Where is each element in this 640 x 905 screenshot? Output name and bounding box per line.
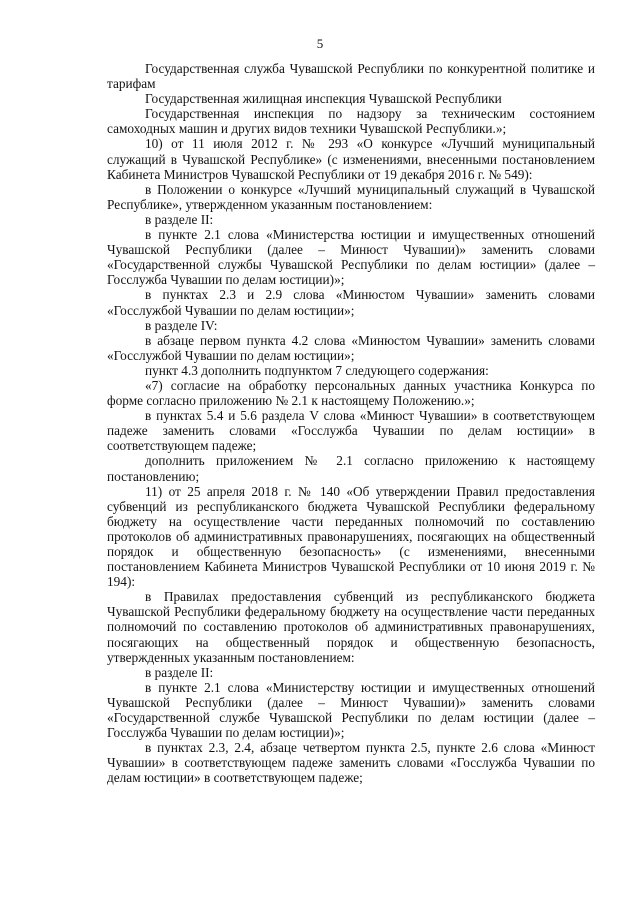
paragraph: 11) от 25 апреля 2018 г. № 140 «Об утверждении Правил предоставления субвенций из республиканского бюджета Чувашской Республики федеральному бюджету на осуществление части переданных полномочий по составлению протоколов об административных правонарушениях, посягающих на общественный порядок и общественную безопасность» (с изменениями, внесенными постановлением Кабинета Министров Чувашской Республики от 10 июня 2019 г. № 194): [107, 483, 595, 590]
paragraph: в Правилах предоставления субвенций из республиканского бюджета Чувашской Республики федеральному бюджету на осуществление части переданных полномочий по составлению протоколов об административных правонарушениях, посягающих на общественный порядок и общественную безопасность, утвержденных указанным постановлением: [107, 589, 595, 665]
paragraph: дополнить приложением № 2.1 согласно приложению к настоящему постановлению; [107, 453, 595, 484]
paragraph: в пунктах 5.4 и 5.6 раздела V слова «Минюст Чувашии» в соответствующем падеже заменить словами «Госслужба Чувашии по делам юстиции» в соответствующем падеже; [107, 408, 595, 454]
paragraph: в разделе IV: [145, 317, 218, 333]
paragraph: «7) согласие на обработку персональных данных участника Конкурса по форме согласно приложению № 2.1 к настоящему Положению.»; [107, 377, 595, 409]
paragraph: в пункте 2.1 слова «Министерству юстиции и имущественных отношений Чувашской Республики (далее – Минюст Чувашии)» заменить словами «Государственной службе Чувашской Республики по делам юстиции (далее – Госслужба Чувашии по делам юстиции)»; [107, 679, 595, 741]
paragraph: 10) от 11 июля 2012 г. № 293 «О конкурсе «Лучший муниципальный служащий в Чувашской Республике» (с изменениями, внесенными постановлением Кабинета Министров Чувашской Республики от 19 декабря 2016 г. № 549): [107, 136, 595, 182]
paragraph: в пунктах 2.3, 2.4, абзаце четвертом пункта 2.5, пункте 2.6 слова «Минюст Чувашии» в соответствующем падеже заменить словами «Госслужба Чувашии по делам юстиции» в соответствующем падеже; [107, 740, 595, 786]
paragraph: в пункте 2.1 слова «Министерства юстиции и имущественных отношений Чувашской Республики (далее – Минюст Чувашии)» заменить словами «Государственной службы Чувашской Республики по делам юстиции» (далее – Госслужба Чувашии по делам юстиции)»; [107, 227, 595, 288]
paragraph: в пунктах 2.3 и 2.9 слова «Минюстом Чувашии» заменить словами «Госслужбой Чувашии по делам юстиции»; [107, 287, 595, 318]
paragraph: в разделе II: [145, 211, 214, 227]
document-body [107, 61, 595, 786]
paragraph: в разделе II: [145, 664, 214, 680]
paragraph: Государственная служба Чувашской Республики по конкурентной политике и тарифам [107, 61, 595, 92]
paragraph: пункт 4.3 дополнить подпунктом 7 следующего содержания: [145, 362, 489, 378]
paragraph: Государственная инспекция по надзору за техническим состоянием самоходных машин и других видов техники Чувашской Республики.»; [107, 106, 595, 137]
paragraph: в абзаце первом пункта 4.2 слова «Минюстом Чувашии» заменить словами «Госслужбой Чувашии по делам юстиции»; [107, 332, 595, 363]
paragraph: Государственная жилищная инспекция Чувашской Республики [145, 91, 502, 107]
paragraph: в Положении о конкурсе «Лучший муниципальный служащий в Чувашской Республике», утвержденном указанным постановлением: [107, 181, 595, 212]
page-number: 5 [316, 36, 324, 51]
